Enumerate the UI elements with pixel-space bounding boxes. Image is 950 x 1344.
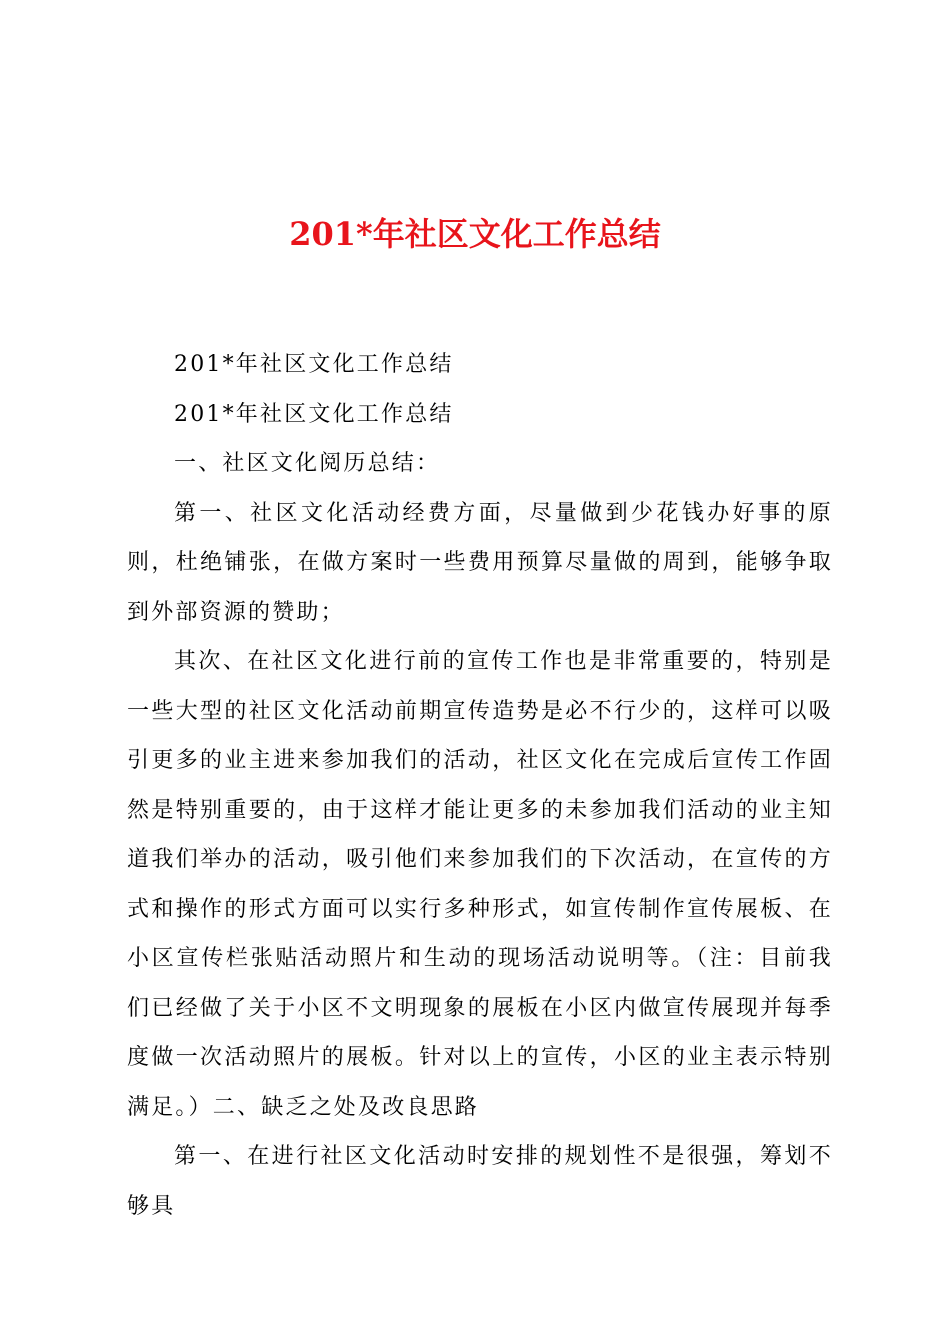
document-title: 201*年社区文化工作总结 xyxy=(289,215,661,253)
paragraph: 其次、在社区文化进行前的宣传工作也是非常重要的，特别是一些大型的社区文化活动前期宣传造势是必不行少的，这样可以吸引更多的业主进来参加我们的活动，社区文化在完成后宣传工作固然是特别重要的，由于这样才能让更多的未参加我们活动的业主知道我们举办的活动，吸引他们来参加我们的下次活动，在宣传的方式和操作的形式方面可以实行多种形式，如宣传制作宣传展板、在小区宣传栏张贴活动照片和生动的现场活动说明等。（注：目前我们已经做了关于小区不文明现象的展板在小区内做宣传展现并每季度做一次活动照片的展板。针对以上的宣传，小区的业主表示特别满足。）二、缺乏之处及改良思路 xyxy=(127,649,833,1120)
paragraph: 第一、在进行社区文化活动时安排的规划性不是很强，筹划不够具 xyxy=(127,1144,833,1219)
paragraph: 201*年社区文化工作总结 xyxy=(174,352,454,377)
paragraph: 第一、社区文化活动经费方面，尽量做到少花钱办好事的原则，杜绝铺张，在做方案时一些费用预算尽量做的周到，能够争取到外部资源的赞助； xyxy=(127,500,833,625)
document-body xyxy=(127,340,833,1231)
section-heading: 一、社区文化阅历总结： xyxy=(174,451,441,476)
paragraph: 201*年社区文化工作总结 xyxy=(174,401,454,427)
